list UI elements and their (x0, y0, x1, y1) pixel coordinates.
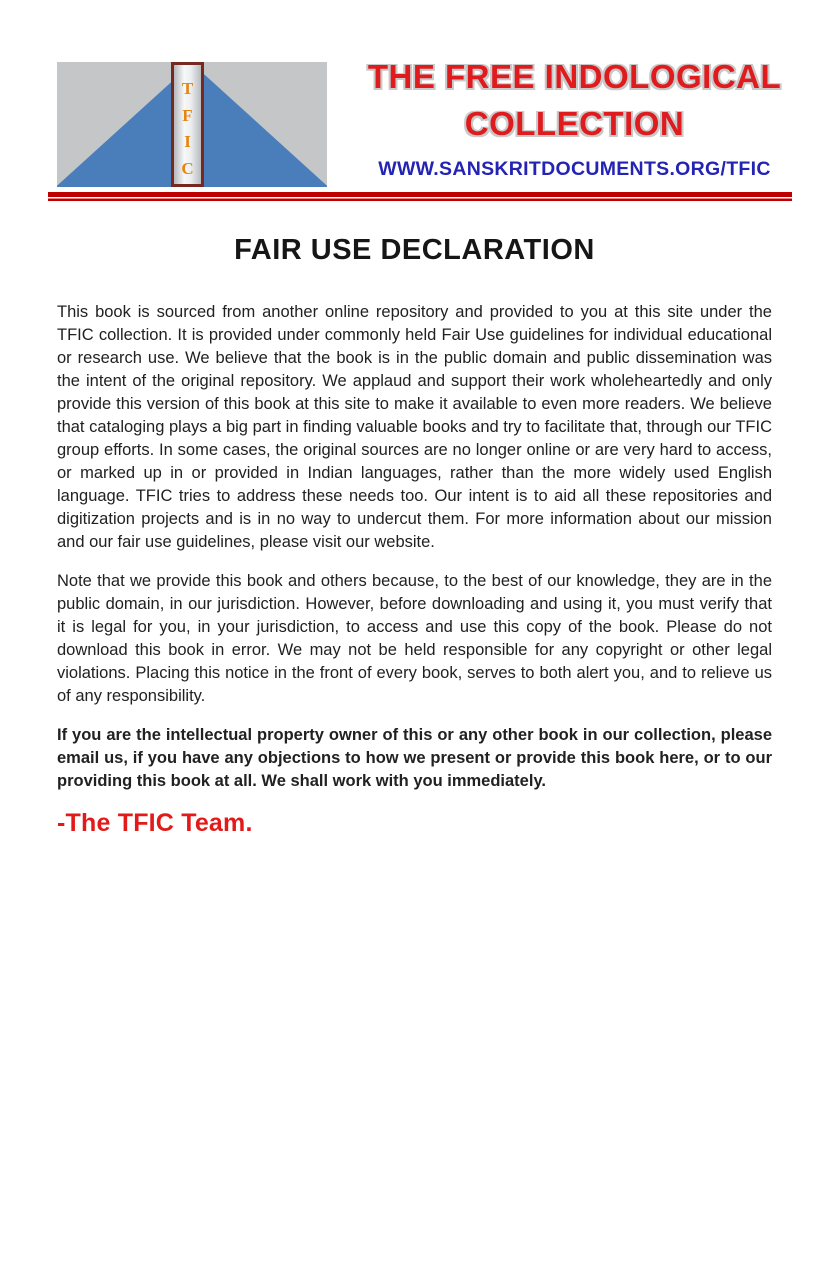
logo-letter-f: F (182, 105, 193, 125)
declaration-content (57, 234, 772, 838)
page-title: FAIR USE DECLARATION (234, 234, 595, 266)
double-red-rule (48, 192, 792, 201)
tfic-logo (57, 62, 327, 187)
document-header (57, 58, 792, 187)
collection-title-line1: THE FREE INDOLOGICAL (367, 58, 782, 95)
tfic-pillar-icon (171, 62, 204, 187)
logo-letter-i: I (184, 132, 191, 152)
paragraph-sourcing: This book is sourced from another online repository and provided to you at this site under the TFIC collection. It is provided under commonly held Fair Use guidelines for individual educational or research use. We believe that the book is in the public domain and public dissemination was the intent of the original repository. We applaud and support their work wholeheartedly and only provide this version of this book at this site to make it available to even more readers. We believe that cataloging plays a big part in finding valuable books and try to facilitate that, through our TFIC group efforts. In some cases, the original sources are no longer online or are very hard to access, or marked up in or provided in Indian languages, rather than the more widely used English language. TFIC tries to address these needs too. Our intent is to aid all these repositories and digitization projects and is in no way to undercut them. For more information about our mission and our fair use guidelines, please visit our website. (57, 303, 772, 551)
header-text-block (357, 58, 792, 181)
logo-letter-c: C (181, 158, 194, 178)
collection-url: WWW.SANSKRITDOCUMENTS.ORG/TFIC (378, 158, 771, 180)
logo-letter-t: T (181, 79, 194, 98)
paragraph-legal-note: Note that we provide this book and others because, to the best of our knowledge, they are in the public domain, in our jurisdiction. However, before downloading and using it, you must verify that it is legal for you, in your jurisdiction, to access and use this copy of the book. Please do not download this book in error. We may not be held responsible for any copyright or other legal violations. Placing this notice in the front of every book, serves to both alert you, and to relieve us of any responsibility. (57, 572, 772, 705)
collection-title (357, 53, 792, 147)
paragraph-ip-owner: If you are the intellectual property owner of this or any other book in our collection, please email us, if you have any objections to how we present or provide this book here, or to our providing this book at all. We shall work with you immediately. (57, 726, 772, 790)
collection-title-line2: COLLECTION (464, 105, 685, 142)
tfic-team-signature: -The TFIC Team. (57, 809, 253, 837)
